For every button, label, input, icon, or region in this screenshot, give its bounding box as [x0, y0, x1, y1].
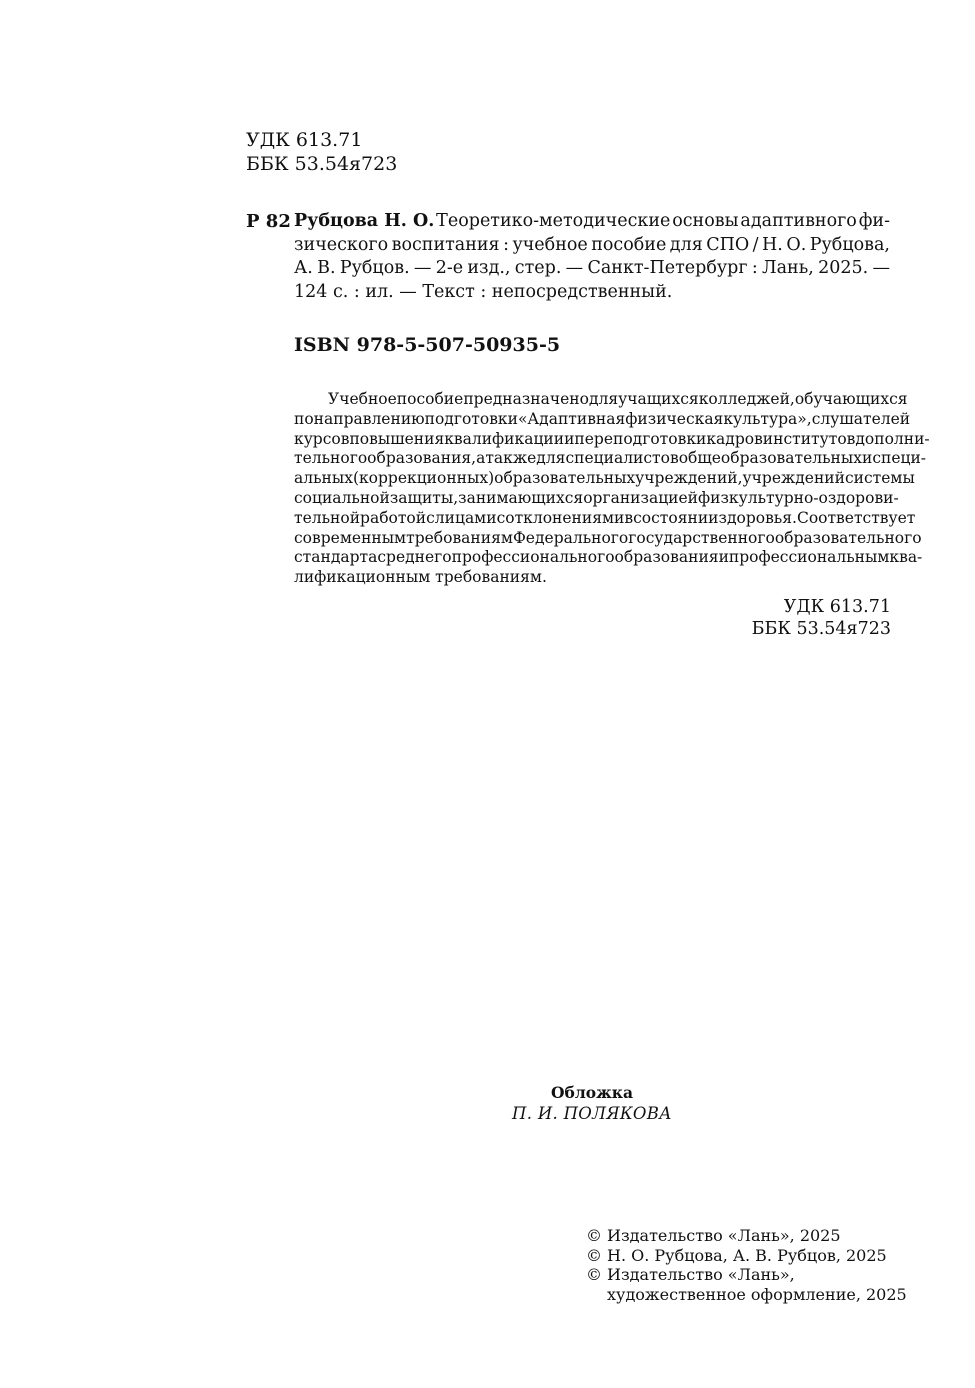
- biblio-line-2: зического воспитания : учебное пособие для СПО / Н. О. Рубцова,: [294, 234, 890, 255]
- classification-codes-top: [246, 128, 397, 176]
- copyright-entry: © Н. О. Рубцова, А. В. Рубцов, 2025: [586, 1245, 887, 1265]
- abstract-line: курсов повышения квалификации и переподготовки кадров институтов дополни-: [294, 429, 930, 448]
- copyright-notices: [586, 1226, 907, 1304]
- udk-code: УДК 613.71: [246, 129, 363, 151]
- biblio-line-4: 124 с. : ил. — Текст : непосредственный.: [294, 281, 673, 302]
- author-name: Рубцова Н. О.: [294, 211, 435, 231]
- copyright-entry-continuation: художественное оформление, 2025: [607, 1284, 907, 1304]
- biblio-line-3: А. В. Рубцов. — 2-е изд., стер. — Санкт-Петербург : Лань, 2025. —: [294, 258, 890, 278]
- abstract-line: современным требованиям Федерального государственного образовательного: [294, 528, 922, 547]
- abstract-line: альных (коррекционных) образовательных учреждений, учреждений системы: [294, 469, 915, 488]
- cover-label: Обложка: [551, 1083, 633, 1102]
- bbk-code: ББК 53.54я723: [246, 153, 398, 175]
- copyright-icon: ©: [586, 1245, 602, 1265]
- abstract-line: стандарта среднего профессионального образования и профессиональным ква-: [294, 548, 923, 567]
- biblio-line-1: Рубцова Н. О. Теоретико-методические основы адаптивного фи-: [294, 210, 890, 234]
- udk-code: УДК 613.71: [783, 597, 891, 617]
- copyright-icon: ©: [586, 1265, 602, 1284]
- cover-designer: П. И. ПОЛЯКОВА: [512, 1104, 672, 1123]
- abstract: [294, 390, 930, 588]
- cover-credit: [470, 1082, 714, 1124]
- call-number: Р 82: [246, 211, 291, 232]
- abstract-line: Учебное пособие предназначено для учащихся колледжей, обучающихся: [328, 390, 908, 408]
- copyright-entry: © Издательство «Лань»,: [586, 1265, 795, 1284]
- copyright-icon: ©: [586, 1226, 602, 1245]
- abstract-line: лификационным требованиям.: [294, 568, 547, 587]
- bbk-code: ББК 53.54я723: [751, 619, 891, 639]
- classification-codes-bottom: [752, 596, 891, 640]
- abstract-line: тельного образования, а также для специалистов общеобразовательных и специ-: [294, 449, 927, 468]
- abstract-line: социальной защиты, занимающихся организацией физкультурно-оздорови-: [294, 488, 899, 507]
- abstract-line: по направлению подготовки «Адаптивная физическая культура», слушателей: [294, 409, 911, 428]
- isbn: ISBN 978-5-507-50935-5: [294, 334, 561, 356]
- copyright-entry: © Издательство «Лань», 2025: [586, 1226, 841, 1245]
- abstract-line: тельной работой с лицами с отклонениями в состоянии здоровья. Соответствует: [294, 508, 916, 527]
- bibliographic-record: [294, 210, 890, 304]
